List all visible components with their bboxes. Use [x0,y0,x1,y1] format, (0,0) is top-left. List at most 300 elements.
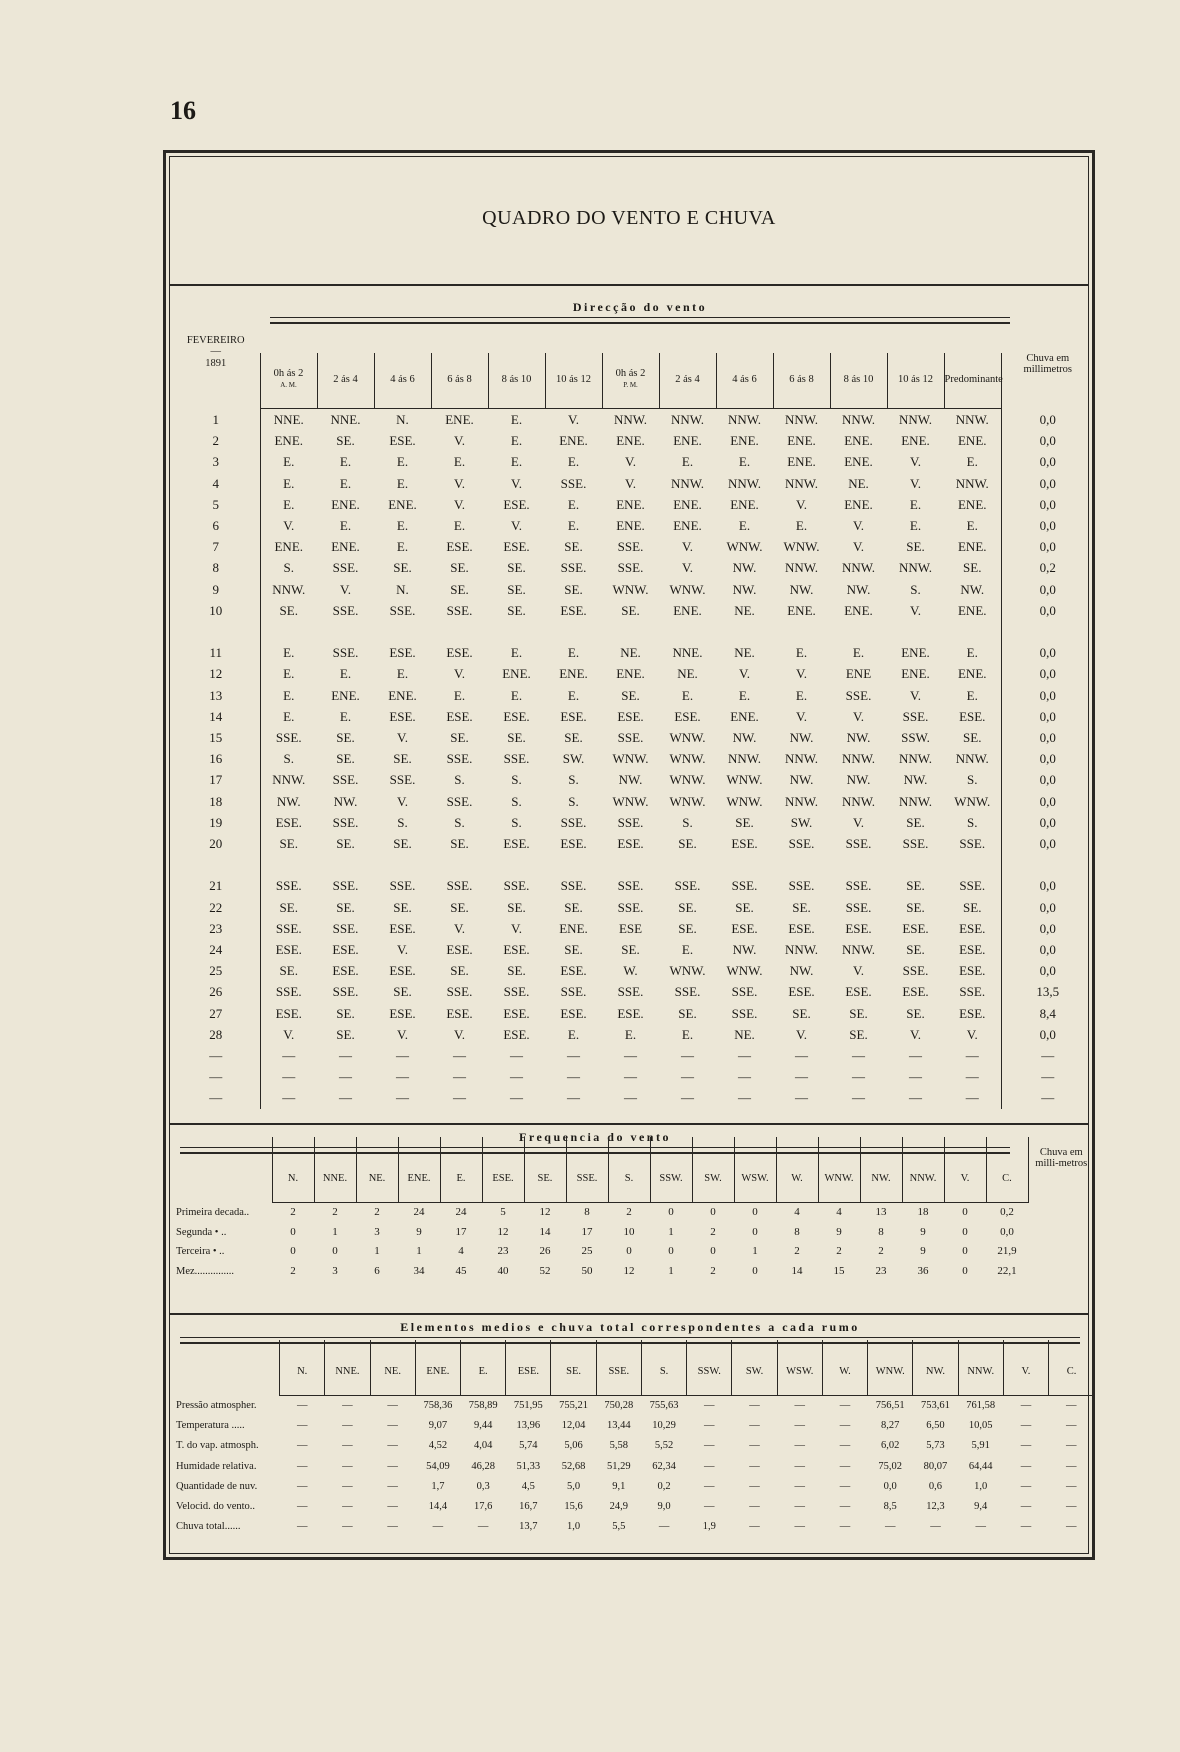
wind-cell: E. [339,708,352,724]
wind-cell: SSE. [275,878,302,894]
rain-cell: 0,0 [1001,769,1094,790]
value-cell: 52,68 [561,1460,586,1472]
value-cell: 753,61 [921,1400,950,1411]
value-cell: — [930,1521,941,1533]
day-cell: — [172,1066,260,1087]
wind-cell: V. [625,475,636,491]
value-cell: 62,34 [652,1460,676,1472]
count-cell: 4 [458,1245,464,1257]
value-cell: — [1066,1521,1077,1533]
value-cell: — [342,1521,353,1533]
wind-cell: V. [283,518,295,534]
wind-cell: E. [283,666,295,682]
predominant-cell: ESE. [959,942,986,958]
wind-cell: SSE. [332,645,359,661]
wind-cell: SE. [564,942,583,958]
direction-label: SSE. [597,1349,641,1396]
wind-cell: SSE. [446,878,473,894]
value-cell: 755,21 [559,1400,589,1411]
direction-label: N. [280,1349,324,1396]
wind-cell: E. [453,687,466,703]
wind-cell: E. [283,645,295,661]
value-cell: — [387,1400,398,1411]
predominant-cell: ENE. [957,539,987,555]
count-cell: 6 [374,1264,380,1277]
count-cell: 45 [455,1264,467,1277]
wind-cell: NE. [677,666,698,682]
wind-cell: WNW. [669,751,706,767]
wind-cell: SSE. [332,602,359,618]
predominant-cell: S. [967,814,978,830]
value-cell: 5,52 [654,1440,674,1452]
predominant-cell: E. [966,645,978,661]
wind-cell: — [339,1048,352,1064]
count-cell: 2 [794,1245,800,1257]
wind-cell: E. [738,454,751,470]
rain-cell: 0,0 [1001,812,1094,833]
table-row [172,1024,1094,1045]
wind-cell: V. [910,475,921,491]
interval-header-box [603,353,659,409]
wind-cell: WNW. [669,581,706,597]
wind-cell: ESE. [617,708,644,724]
predominant-cell: SE. [963,560,982,576]
wind-cell: ENE. [616,433,645,449]
page-number: 16 [170,96,196,125]
count-cell: 8 [794,1225,800,1238]
table-row [172,685,1094,706]
direction-label: SW. [732,1349,776,1396]
wind-cell: — [453,1090,466,1106]
wind-cell: SSE. [617,560,644,576]
wind-cell: NW. [732,730,757,746]
wind-cell: ESE [618,920,643,936]
value-cell: 9,4 [974,1501,988,1513]
interval-header-box [831,353,887,409]
direction-header [822,1340,867,1396]
wind-cell: ENE. [616,666,645,682]
interval-label: 4 ás 6 [390,374,415,385]
day-cell: 5 [172,494,260,515]
wind-cell: V. [511,475,522,491]
wind-cell: NW. [618,772,643,788]
gap-cell [659,854,716,875]
row-label-header [172,1340,280,1396]
interval-sub: A. M. [280,381,297,389]
wind-cell: SSE. [617,899,644,915]
wind-cell: ESE. [275,814,302,830]
wind-cell: S. [283,560,294,576]
value-cell: — [296,1521,308,1533]
gap-cell [887,854,944,875]
value-cell: — [1020,1400,1032,1411]
decade-gap [172,854,1094,875]
wind-cell: SE. [906,899,925,915]
wind-cell: ENE. [559,666,588,682]
wind-cell: SSE. [902,836,929,852]
wind-cell: NNW. [784,751,819,767]
direction-label: SSE. [567,1156,608,1203]
count-cell: 36 [917,1264,929,1277]
wind-cell: — [681,1090,694,1106]
wind-cell: S. [283,751,294,767]
wind-cell: SE. [792,899,811,915]
wind-cell: NNW. [272,581,306,597]
wind-cell: SE. [336,1026,355,1042]
predominant-cell: ESE. [959,1005,986,1021]
table-row [172,1203,1094,1223]
wind-cell: S. [568,793,579,809]
value-cell: — [839,1400,851,1411]
day-cell: 12 [172,663,260,684]
direction-header [506,1340,551,1396]
wind-cell: ESE. [389,708,416,724]
wind-cell: ESE. [560,963,587,979]
wind-cell: S. [397,814,408,830]
rain-cell: 0,0 [1001,706,1094,727]
wind-cell: E. [396,539,409,555]
count-cell: 1 [332,1225,338,1238]
count-cell: 12 [539,1206,551,1218]
wind-cell: S. [682,814,693,830]
wind-cell: NNW. [670,412,705,427]
wind-cell: ENE. [844,496,873,512]
direction-label: S. [609,1156,650,1203]
direction-label: V. [945,1156,986,1203]
predominant-cell: SSE. [959,836,986,852]
wind-cell: V. [910,1026,921,1042]
wind-cell: ESE. [332,963,359,979]
wind-cell: ESE. [446,942,473,958]
value-cell: — [387,1501,398,1513]
elements-table [172,1340,1094,1537]
wind-cell: ESE. [617,1005,644,1021]
wind-cell: SE. [678,899,697,915]
wind-cell: NE. [734,1026,755,1042]
table-row [172,579,1094,600]
count-cell: 2 [374,1206,380,1218]
wind-cell: SE. [450,581,469,597]
count-cell: 1 [374,1245,380,1257]
direction-label: SW. [693,1156,734,1203]
value-cell: 9,0 [657,1501,671,1513]
wind-cell: ESE. [560,708,587,724]
wind-cell: SSE. [560,560,587,576]
direction-header [325,1340,370,1396]
direction-header [692,1137,734,1203]
wind-cell: E. [852,645,865,661]
value-cell: 8,5 [883,1501,897,1513]
wind-cell: — [339,1090,352,1106]
direction-label: N. [273,1156,314,1203]
count-cell: 12 [623,1264,635,1277]
wind-cell: NNW. [727,475,762,491]
value-cell: — [1066,1420,1077,1432]
count-cell: 14 [791,1264,803,1277]
wind-cell: V. [682,560,693,576]
table-row [172,960,1094,981]
count-cell: 2 [710,1225,716,1238]
day-cell: 3 [172,451,260,472]
value-cell: 1,0 [974,1480,988,1492]
interval-header [260,353,317,409]
day-cell: 4 [172,473,260,494]
wind-cell: SSE. [731,984,758,1000]
table-row [172,600,1094,621]
count-cell: 0,2 [1000,1206,1014,1218]
gap-cell [887,621,944,642]
wind-cell: N. [396,412,409,427]
wind-cell: V. [853,539,864,555]
wind-cell: ENE [845,666,872,682]
day-cell: 6 [172,515,260,536]
wind-cell: NNW. [784,560,819,576]
value-cell: 761,58 [966,1400,996,1411]
wind-cell: ENE. [274,539,304,555]
row-label: Mez............... [176,1265,235,1277]
frequency-section-title: Frequencia do vento [519,1130,671,1144]
wind-cell: E. [510,454,523,470]
interval-sub: P. M. [623,381,638,389]
wind-cell: V. [796,666,807,682]
count-cell: 2 [290,1264,296,1277]
wind-cell: W. [623,963,638,979]
value-cell: — [387,1521,398,1533]
direction-label: W. [777,1156,818,1203]
wind-cell: S. [511,772,522,788]
wind-cell: ENE. [274,433,304,449]
wind-cell: E. [738,518,751,534]
value-cell: 751,95 [513,1400,543,1411]
interval-label: 6 ás 8 [789,374,814,385]
wind-cell: — [795,1090,808,1106]
direction-header [687,1340,732,1396]
direction-label: E. [461,1349,505,1396]
rain-cell: 0,0 [1001,939,1094,960]
wind-cell: V. [739,666,750,682]
wind-cell: SSE. [389,878,416,894]
predominant-cell: E. [966,518,978,534]
direction-label: S. [642,1349,686,1396]
wind-cell: SE. [507,963,526,979]
value-cell: 16,7 [519,1501,538,1513]
wind-cell: — [624,1048,637,1064]
table-row [172,1223,1094,1243]
wind-cell: SSE. [788,836,815,852]
wind-cell: — [510,1090,523,1106]
rain-cell: — [1001,1045,1094,1066]
gap-cell [317,854,374,875]
wind-cell: SE. [906,878,925,894]
value-cell: 5,06 [564,1440,583,1452]
wind-cell: NNW. [841,942,876,958]
gap-cell [602,854,659,875]
gap-cell [545,621,602,642]
wind-cell: SSE. [332,878,359,894]
predominant-cell: NW. [960,581,985,597]
wind-cell: ESE. [560,602,587,618]
day-cell: 18 [172,791,260,812]
gap-cell [488,621,545,642]
value-cell: — [794,1440,806,1452]
direction-label: NE. [357,1156,398,1203]
wind-cell: — [396,1090,409,1106]
table-row [172,451,1094,472]
count-cell: 2 [878,1245,884,1257]
value-cell: — [387,1420,398,1432]
count-cell: 0 [332,1245,338,1257]
wind-cell: — [681,1069,694,1085]
count-cell: 0 [962,1225,968,1238]
value-cell: — [342,1420,353,1432]
table-row [172,473,1094,494]
wind-cell: S. [454,772,465,788]
rain-cell: 0,0 [1001,451,1094,472]
row-label-header [172,1137,272,1203]
wind-cell: — [852,1069,865,1085]
wind-cell: WNW. [669,772,706,788]
direction-label: NNE. [315,1156,356,1203]
value-cell: — [839,1480,851,1492]
wind-cell: ESE. [902,920,929,936]
predominant-cell: E. [966,454,978,470]
wind-cell: SE. [507,730,526,746]
wind-cell: ENE. [502,666,531,682]
table-row [172,1045,1094,1066]
wind-cell: ESE. [503,1026,530,1042]
predominant-cell: NNW. [955,412,989,427]
wind-cell: SE. [336,836,355,852]
gap-cell [374,621,431,642]
wind-cell: SSE. [503,878,530,894]
wind-cell: ESE. [446,539,473,555]
interval-header-box [660,353,716,409]
count-cell: 22,1 [997,1264,1017,1277]
interval-header [830,353,887,409]
value-cell: — [387,1480,398,1492]
value-cell: — [794,1480,806,1492]
wind-cell: NNW. [898,560,933,576]
wind-cell: V. [853,708,864,724]
interval-header-box [261,353,317,409]
wind-cell: — [282,1048,296,1064]
wind-cell: SSE. [560,475,587,491]
wind-cell: SW. [562,751,585,767]
title-rule [170,284,1088,286]
wind-cell: SSE. [332,984,359,1000]
wind-cell: — [396,1048,409,1064]
rain-cell: 0,0 [1001,409,1094,430]
direction-header [272,1137,314,1203]
value-cell: 4,52 [428,1440,448,1452]
value-cell: 0,6 [928,1480,943,1492]
value-cell: — [839,1501,851,1513]
day-cell: 8 [172,557,260,578]
wind-cell: E. [283,496,295,512]
wind-cell: E. [795,645,808,661]
count-cell: 2 [626,1206,632,1218]
interval-label: 10 ás 12 [898,374,933,385]
wind-cell: V. [283,1026,295,1042]
wind-cell: SE. [393,751,412,767]
wind-cell: WNW. [783,539,820,555]
interval-header [887,353,944,409]
value-cell: — [1020,1420,1032,1432]
direction-label: SE. [525,1156,566,1203]
wind-cell: ESE. [389,433,416,449]
wind-cell: — [567,1069,580,1085]
value-cell: 750,28 [604,1400,634,1411]
wind-cell: V. [397,730,408,746]
wind-cell: NNW. [841,560,876,576]
table-row [172,409,1094,430]
rain-cell: 0,0 [1001,960,1094,981]
wind-cell: ENE. [730,496,759,512]
wind-cell: E. [453,454,466,470]
wind-cell: E. [283,454,295,470]
wind-cell: E. [396,475,409,491]
wind-cell: ESE. [617,836,644,852]
direction-header [860,1137,902,1203]
day-cell: 20 [172,833,260,854]
value-cell: — [342,1440,353,1452]
direction-header [1049,1340,1094,1396]
wind-cell: SSE. [332,814,359,830]
table-row [172,1416,1094,1436]
wind-cell: SSE. [674,878,701,894]
direction-header [1003,1340,1048,1396]
wind-cell: — [909,1048,922,1064]
table-row [172,897,1094,918]
wind-cell: S. [910,581,921,597]
interval-header-box [489,353,545,409]
wind-cell: E. [795,518,808,534]
value-cell: 24,9 [609,1501,629,1513]
wind-cell: E. [453,518,466,534]
wind-cell: E. [396,518,409,534]
table-row [172,1242,1094,1262]
count-cell: 2 [836,1245,842,1257]
interval-label: 6 ás 8 [447,374,472,385]
table-row [172,706,1094,727]
value-cell: — [1066,1400,1077,1411]
day-cell: 10 [172,600,260,621]
rain-cell: — [1001,1087,1094,1108]
interval-label: Predominante [944,374,1003,385]
predominant-cell: ESE. [959,920,986,936]
rain-cell: 0,0 [1001,515,1094,536]
count-cell: 17 [455,1225,467,1238]
wind-cell: E. [567,518,580,534]
value-cell: 8,27 [881,1420,900,1432]
wind-cell: — [567,1048,580,1064]
wind-cell: NW. [333,793,358,809]
gap-cell [602,621,659,642]
wind-cell: ESE. [788,920,815,936]
wind-cell: ENE. [844,454,873,470]
wind-cell: E. [283,687,295,703]
wind-cell: V. [454,433,465,449]
value-cell: 1,9 [702,1521,716,1533]
count-cell: 0 [962,1264,968,1277]
wind-cell: ESE. [788,984,815,1000]
gap-cell [172,621,260,642]
decade-gap [172,621,1094,642]
wind-cell: SSE. [389,602,416,618]
interval-label: 8 ás 10 [501,374,532,385]
table-row [172,748,1094,769]
value-cell: — [749,1501,760,1513]
